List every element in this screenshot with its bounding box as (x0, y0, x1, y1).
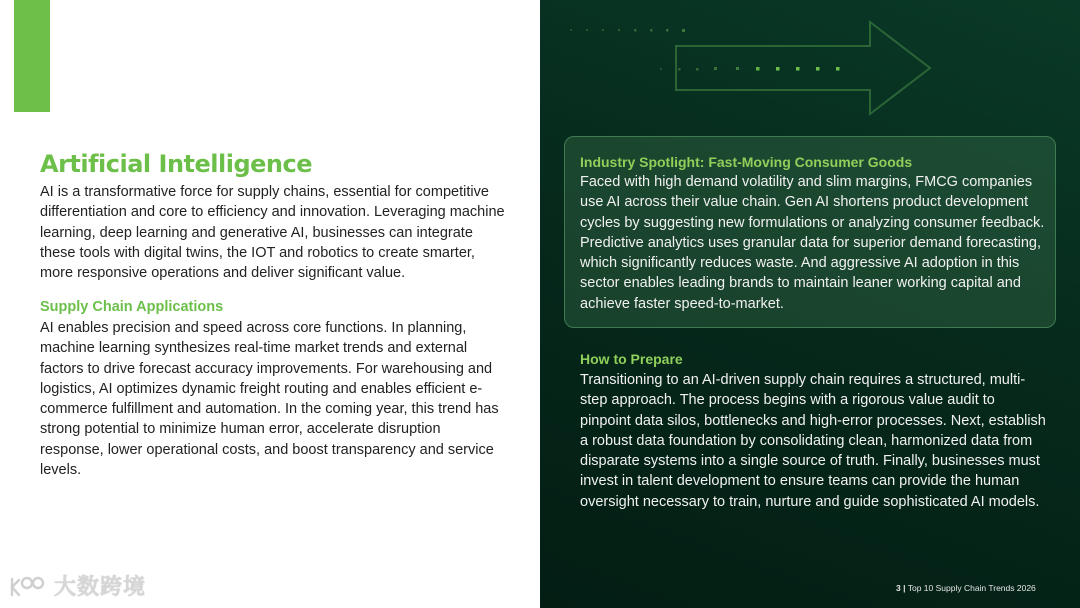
spotlight-heading: Industry Spotlight: Fast-Moving Consumer Goods (580, 154, 913, 170)
applications-heading: Supply Chain Applications (40, 299, 224, 315)
page-footer (896, 583, 1036, 593)
arrow-graphic (540, 0, 1080, 130)
page-number: 3 (896, 583, 901, 593)
intro-paragraph: AI is a transformative force for supply chains, essential for competitive differentiation and core to efficiency and innovation. Leveraging machine learning, deep learning and generative AI, businesses can integrate these tools with digital twins, the IOT and robotics to create smarter, more responsive operations and deliver significant value. (40, 184, 505, 282)
spotlight-paragraph: Faced with high demand volatility and slim margins, FMCG companies use AI across their value chain. Gen AI shortens product development cycles by suggesting new formulations or analyzing consumer feedback. Predictive analytics uses granular data for superior demand forecasting, which significantly reduces waste. And aggressive AI adoption in this sector enables leading brands to maintain leaner working capital and achieve faster speed-to-market. (580, 174, 1045, 312)
watermark (8, 570, 146, 601)
section-title: Artificial Intelligence (40, 150, 312, 178)
applications-paragraph: AI enables precision and speed across core functions. In planning, machine learning synthesizes real-time market trends and external factors to drive forecast accuracy improvements. For warehousing and logistics, AI optimizes dynamic freight routing and enables efficient e-commerce fulfillment and automation. In the coming year, this trend has strong potential to minimize human error, accelerate disruption response, lower operational costs, and boost transparency and service levels. (40, 320, 499, 479)
prepare-heading: How to Prepare (580, 351, 683, 367)
footer-separator: | (903, 583, 906, 593)
watermark-text: 大数跨境 (54, 574, 147, 599)
trend-number-graphic (14, 0, 50, 112)
prepare-paragraph: Transitioning to an AI-driven supply chain requires a structured, multi-step approach. The process begins with a rigorous value audit to pinpoint data silos, bottlenecks and high-error processes. Next, establish a robust data foundation by consolidating clean, harmonized data from disparate systems into a single source of truth. Finally, businesses must invest in talent development to ensure teams can provide the human oversight necessary to train, nurture and guide sophisticated AI models. (580, 372, 1046, 510)
right-content-panel (540, 0, 1080, 608)
document-title: Top 10 Supply Chain Trends 2026 (907, 583, 1036, 593)
watermark-logo-icon (8, 571, 48, 601)
